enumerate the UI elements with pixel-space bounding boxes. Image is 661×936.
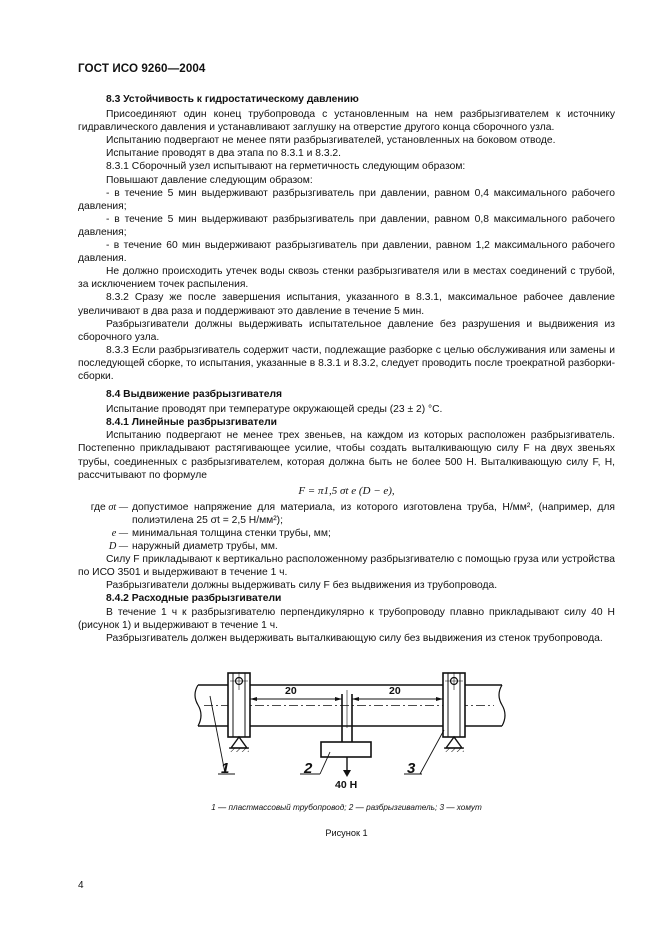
subsection-heading: 8.4.1 Линейные разбрызгиватели (106, 417, 277, 429)
paragraph: Испытание проводят в два этапа по 8.3.1 и 8.3.2. (106, 148, 342, 160)
force-label: 40 Н (335, 779, 358, 791)
where-description: допустимое напряжение для материала, из которого изготовлена труба, Н/мм², (например, для полиэтилена 25 σt = 2,5 Н/мм²); (132, 501, 615, 526)
page-number: 4 (78, 880, 84, 891)
list-item: - в течение 5 мин выдерживают разбрызгиватель при давлении, равном 0,8 максимального рабочего давления; (78, 213, 615, 238)
subsection-heading: 8.4.2 Расходные разбрызгиватели (106, 593, 282, 605)
paragraph: Разбрызгиватели должны выдерживать испытательное давление без разрушения и выдвижения из сборочного узла. (78, 318, 615, 343)
where-symbol: e — (111, 528, 128, 539)
dimension-label-right: 20 (389, 685, 401, 697)
paragraph: В течение 1 ч к разбрызгивателю перпендикулярно к трубопроводу плавно прикладывают силу 40 Н (рисунок 1) и выдерживают в течение 1 ч. (78, 606, 615, 631)
document-body (78, 93, 615, 645)
right-clamp (443, 672, 465, 752)
paragraph: Испытанию подвергают не менее трех звеньев, на каждом из которых расположен разбрызгиватель. Постепенно прикладывают растягивающее усилие, чтобы создать выталкивающую силу F на двух звеньях трубы, соединенных с разбрызгивателем, которая должна быть не более 500 Н. Выталкивающую силу F, Н, рассчитывают по формуле (78, 430, 615, 481)
where-description: наружный диаметр трубы, мм. (132, 541, 278, 553)
figure-title: Рисунок 1 (325, 828, 368, 838)
sprinkler (321, 690, 371, 777)
figure-1 (190, 668, 510, 796)
figure-caption: 1 — пластмассовый трубопровод; 2 — разбрызгиватель; 3 — хомут (211, 803, 482, 812)
section-heading: 8.3 Устойчивость к гидростатическому давлению (106, 94, 359, 105)
where-list (78, 501, 615, 553)
where-description: минимальная толщина стенки трубы, мм; (132, 528, 331, 539)
symbol-sigma: σt — (108, 501, 128, 513)
document-header: ГОСТ ИСО 9260—2004 (78, 62, 206, 75)
left-clamp (228, 672, 250, 752)
where-symbol (78, 501, 128, 527)
callout-3: 3 (407, 760, 416, 777)
paragraph: Силу F прикладывают к вертикально расположенному разбрызгивателю с помощью груза или устройства по ИСО 3501 и выдерживают в течение 1 ч. (78, 554, 615, 579)
paragraph: 8.3.2 Сразу же после завершения испытания, указанного в 8.3.1, максимальное рабочее давление увеличивают в два раза и поддерживают это давление в течение 5 мин. (78, 292, 615, 317)
where-symbol: D — (108, 541, 128, 553)
paragraph: 8.3.3 Если разбрызгиватель содержит части, подлежащие разборке с целью обслуживания или замены и последующей сборке, то испытания, указанные в 8.3.1 и 8.3.2, следует проводить после троекратной разборки-сборки. (78, 344, 615, 382)
paragraph: Повышают давление следующим образом: (106, 174, 313, 186)
paragraph: 8.3.1 Сборочный узел испытывают на герметичность следующим образом: (106, 161, 466, 173)
paragraph: Испытание проводят при температуре окружающей среды (23 ± 2) °С. (106, 404, 443, 416)
callout-1: 1 (221, 760, 230, 777)
callout-2: 2 (304, 760, 313, 777)
paragraph: Разбрызгиватели должны выдерживать силу F без выдвижения из трубопровода. (106, 580, 498, 592)
list-item: - в течение 5 мин выдерживают разбрызгиватель при давлении, равном 0,4 максимального рабочего давления; (78, 187, 615, 212)
paragraph: Разбрызгиватель должен выдерживать выталкивающую силу без выдвижения из стенок трубопровода. (106, 632, 603, 644)
list-item: - в течение 60 мин выдерживают разбрызгиватель при давлении, равном 1,2 максимального рабочего давления. (78, 240, 615, 265)
where-label: где (90, 501, 106, 513)
figure-drawing (190, 668, 510, 796)
section-heading: 8.4 Выдвижение разбрызгивателя (106, 389, 283, 401)
dimension-label-left: 20 (285, 685, 297, 697)
paragraph: Присоединяют один конец трубопровода с установленным на нем разбрызгивателем к источнику гидравлического давления и устанавливают заглушку на отверстие другого конца сборочного узла. (78, 109, 615, 134)
dimension-lines (250, 697, 443, 701)
paragraph: Не должно происходить утечек воды сквозь стенки разбрызгивателя или в местах соединений с трубой, за исключением точек распыления. (78, 266, 615, 291)
formula: F = π1,5 σt e (D − e), (298, 484, 395, 497)
paragraph: Испытанию подвергают не менее пяти разбрызгивателей, установленных на боковом отводе. (106, 135, 556, 147)
